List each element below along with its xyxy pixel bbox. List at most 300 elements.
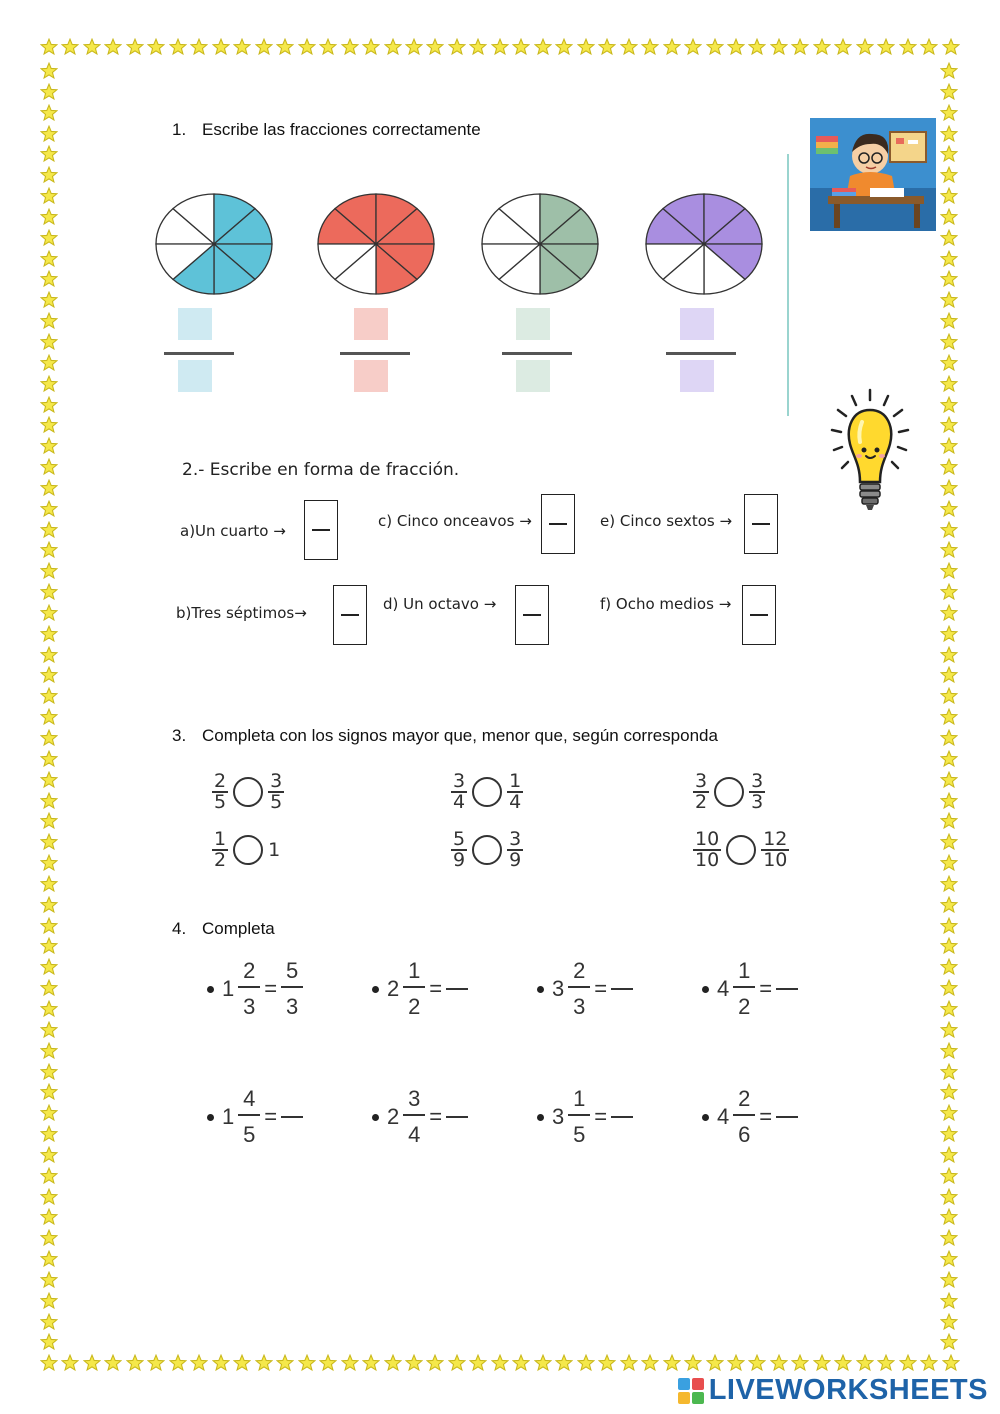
q4-item-8-den: 6: [733, 1114, 755, 1146]
star-icon: [40, 229, 62, 247]
star-icon: [899, 1354, 917, 1376]
star-icon: [940, 437, 962, 455]
star-icon: [212, 38, 230, 60]
star-icon: [598, 1354, 616, 1376]
star-icon: [233, 38, 251, 60]
star-icon: [40, 625, 62, 643]
star-icon: [512, 1354, 530, 1376]
q4-item-2-den: 2: [403, 986, 425, 1018]
q4-item-7: [537, 1088, 633, 1146]
star-icon: [940, 1125, 962, 1143]
q4-item-7-whole: 3: [552, 1104, 565, 1129]
star-icon: [940, 1000, 962, 1018]
pie-1-blue: [156, 194, 272, 294]
star-icon: [940, 604, 962, 622]
star-icon: [448, 1354, 466, 1376]
star-icon: [940, 792, 962, 810]
star-icon: [856, 1354, 874, 1376]
star-icon: [791, 1354, 809, 1376]
star-icon: [940, 500, 962, 518]
star-icon: [384, 1354, 402, 1376]
q3-pair-4-left-den: 2: [214, 849, 227, 871]
star-icon: [40, 917, 62, 935]
pie-1-answer[interactable]: [178, 308, 236, 398]
pie-4-fraction-bar: [666, 352, 736, 355]
star-icon: [940, 937, 962, 955]
star-icon: [362, 1354, 380, 1376]
star-icon: [40, 500, 62, 518]
question-3-title: Completa con los signos mayor que, menor que, según corresponda: [202, 726, 718, 745]
star-icon: [40, 1333, 62, 1351]
star-icon: [577, 1354, 595, 1376]
star-icon: [40, 666, 62, 684]
star-icon: [940, 562, 962, 580]
q4-item-7-den: 5: [568, 1114, 590, 1146]
q4-item-3-num: 2: [573, 958, 586, 983]
star-icon: [940, 104, 962, 122]
question-4-title: Completa: [202, 919, 275, 938]
star-icon: [877, 1354, 895, 1376]
q4-item-6: [372, 1088, 468, 1146]
star-icon: [40, 583, 62, 601]
star-icon: [748, 38, 766, 60]
star-icon: [491, 1354, 509, 1376]
q4-item-1-answer[interactable]: [281, 960, 303, 1018]
star-icon: [40, 1167, 62, 1185]
star-icon: [940, 979, 962, 997]
star-icon: [940, 1042, 962, 1060]
star-icon: [469, 1354, 487, 1376]
q3-pair-5-left-den: 9: [453, 849, 466, 871]
star-icon: [748, 1354, 766, 1376]
star-icon: [940, 833, 962, 851]
bullet-icon: [537, 986, 544, 993]
star-icon: [641, 38, 659, 60]
star-icon: [40, 208, 62, 226]
star-icon: [40, 979, 62, 997]
q3-pair-1-sign-circle[interactable]: [233, 777, 263, 807]
star-icon: [40, 333, 62, 351]
question-2-title: 2.- Escribe en forma de fracción.: [182, 460, 460, 480]
q3-pair-2: [451, 772, 523, 812]
pie-3-fraction-bar: [502, 352, 572, 355]
star-icon: [940, 1208, 962, 1226]
q3-pair-6-left-num: 10: [695, 828, 720, 850]
star-icon: [940, 687, 962, 705]
star-icon: [620, 1354, 638, 1376]
q3-pair-4: [212, 830, 280, 870]
star-icon: [940, 666, 962, 684]
star-icon: [40, 312, 62, 330]
star-icon: [899, 38, 917, 60]
star-icon: [298, 1354, 316, 1376]
star-icon: [920, 38, 938, 60]
q2-item-e-label: e) Cinco sextos →: [600, 512, 733, 530]
q4-item-1-equals: =: [264, 976, 278, 1001]
star-icon: [169, 1354, 187, 1376]
q3-pair-3-sign-circle[interactable]: [714, 777, 744, 807]
q4-item-1: [207, 960, 303, 1018]
q3-pair-6-left-den: 10: [695, 849, 720, 871]
star-icon: [40, 396, 62, 414]
star-icon: [40, 1042, 62, 1060]
question-4-heading: [172, 919, 275, 939]
star-icon: [40, 1313, 62, 1331]
q3-pair-6: [693, 830, 789, 870]
pie-3-denominator-box[interactable]: [516, 360, 550, 392]
star-icon: [940, 187, 962, 205]
pie-2-numerator-box[interactable]: [354, 308, 388, 340]
star-icon: [40, 1271, 62, 1289]
star-icon: [276, 1354, 294, 1376]
star-icon: [319, 1354, 337, 1376]
star-border-top: [40, 38, 960, 60]
star-icon: [40, 83, 62, 101]
q3-pair-1-left: [212, 772, 228, 812]
q4-item-4: [702, 960, 798, 1018]
star-icon: [40, 250, 62, 268]
star-icon: [706, 1354, 724, 1376]
star-icon: [40, 1104, 62, 1122]
star-icon: [40, 1146, 62, 1164]
star-icon: [577, 38, 595, 60]
star-icon: [276, 38, 294, 60]
star-icon: [40, 812, 62, 830]
star-icon: [233, 1354, 251, 1376]
star-icon: [405, 38, 423, 60]
star-icon: [940, 1229, 962, 1247]
q3-pair-1-left-den: 5: [214, 791, 227, 813]
star-icon: [298, 38, 316, 60]
q4-item-8-num: 2: [738, 1086, 751, 1111]
q2-item-d-answer-box[interactable]: [515, 585, 549, 645]
q4-item-7-answer-blank[interactable]: [611, 1116, 633, 1118]
q4-item-5: [207, 1088, 303, 1146]
q4-item-3-answer-blank[interactable]: [611, 988, 633, 990]
pie-1-numerator-box[interactable]: [178, 308, 212, 340]
liveworksheets-logo[interactable]: [678, 1374, 988, 1407]
star-icon: [940, 270, 962, 288]
star-icon: [940, 541, 962, 559]
star-icon: [791, 38, 809, 60]
star-icon: [40, 38, 58, 60]
star-icon: [940, 1313, 962, 1331]
star-icon: [40, 687, 62, 705]
star-icon: [940, 812, 962, 830]
star-icon: [40, 1208, 62, 1226]
star-icon: [61, 1354, 79, 1376]
q4-item-8: [702, 1088, 798, 1146]
star-icon: [40, 1250, 62, 1268]
question-1-number: 1.: [172, 120, 187, 139]
star-icon: [940, 396, 962, 414]
star-icon: [40, 1021, 62, 1039]
star-icon: [40, 604, 62, 622]
q3-pair-2-left-num: 3: [453, 770, 466, 792]
q3-pair-5-sign-circle[interactable]: [472, 835, 502, 865]
star-icon: [341, 38, 359, 60]
star-icon: [83, 38, 101, 60]
star-icon: [940, 83, 962, 101]
q3-pair-2-right-num: 1: [509, 770, 522, 792]
star-icon: [104, 1354, 122, 1376]
q2-item-b-label: b)Tres séptimos→: [176, 604, 307, 622]
q4-item-5-whole: 1: [222, 1104, 235, 1129]
star-icon: [40, 833, 62, 851]
q3-pair-5-left-num: 5: [453, 828, 466, 850]
q4-item-2-answer-blank[interactable]: [446, 988, 468, 990]
pie-fractions-panel: [144, 152, 790, 418]
star-icon: [940, 1104, 962, 1122]
bullet-icon: [702, 986, 709, 993]
q4-item-5-answer-blank[interactable]: [281, 1116, 303, 1118]
q3-pair-5-left: [451, 830, 467, 870]
q3-pair-3: [693, 772, 765, 812]
star-icon: [512, 38, 530, 60]
star-icon: [40, 1229, 62, 1247]
star-icon: [40, 1063, 62, 1081]
star-icon: [40, 875, 62, 893]
star-icon: [147, 38, 165, 60]
bullet-icon: [207, 1114, 214, 1121]
star-icon: [212, 1354, 230, 1376]
star-icon: [40, 958, 62, 976]
star-icon: [940, 250, 962, 268]
star-icon: [940, 583, 962, 601]
star-icon: [770, 38, 788, 60]
q4-item-6-num: 3: [408, 1086, 421, 1111]
q2-item-c-label: c) Cinco onceavos →: [378, 512, 532, 530]
star-icon: [813, 1354, 831, 1376]
q2-item-c: [378, 512, 532, 530]
pie-1-fraction-bar: [164, 352, 234, 355]
bullet-icon: [702, 1114, 709, 1121]
star-icon: [40, 896, 62, 914]
star-icon: [940, 229, 962, 247]
question-3-number: 3.: [172, 726, 187, 745]
star-icon: [684, 38, 702, 60]
star-icon: [40, 270, 62, 288]
star-icon: [40, 541, 62, 559]
star-icon: [40, 437, 62, 455]
q3-pair-3-right: [749, 772, 765, 812]
question-1-title: Escribe las fracciones correctamente: [202, 120, 481, 139]
star-icon: [940, 1250, 962, 1268]
q3-pair-2-sign-circle[interactable]: [472, 777, 502, 807]
q4-item-8-answer-blank[interactable]: [776, 1116, 798, 1118]
star-icon: [362, 38, 380, 60]
star-icon: [940, 625, 962, 643]
star-icon: [555, 38, 573, 60]
pie-3-green: [482, 194, 598, 294]
q2-item-a: [180, 522, 286, 540]
star-icon: [40, 562, 62, 580]
pie-2-red: [318, 194, 434, 294]
liveworksheets-logo-icon: [678, 1378, 706, 1404]
q2-item-d-label: d) Un octavo →: [383, 595, 497, 613]
q2-item-d: [383, 595, 496, 613]
pie-2-denominator-box[interactable]: [354, 360, 388, 392]
star-icon: [684, 1354, 702, 1376]
star-icon: [940, 1188, 962, 1206]
star-icon: [555, 1354, 573, 1376]
q3-pair-2-left-den: 4: [453, 791, 466, 813]
star-icon: [40, 646, 62, 664]
question-4-number: 4.: [172, 919, 187, 938]
q2-item-e-answer-box[interactable]: [744, 494, 778, 554]
star-icon: [940, 854, 962, 872]
star-icon: [40, 708, 62, 726]
pie-3-numerator-box[interactable]: [516, 308, 550, 340]
q3-pair-1-right-num: 3: [270, 770, 283, 792]
star-icon: [940, 479, 962, 497]
q4-item-6-equals: =: [429, 1104, 443, 1129]
q4-item-8-whole: 4: [717, 1104, 730, 1129]
pie-4-numerator-box[interactable]: [680, 308, 714, 340]
star-icon: [40, 771, 62, 789]
q3-pair-3-right-den: 3: [751, 791, 764, 813]
star-icon: [940, 416, 962, 434]
q3-pair-4-right-whole: 1: [268, 839, 281, 861]
q3-pair-6-left: [693, 830, 721, 870]
light-bulb-icon: [828, 388, 912, 528]
star-icon: [40, 104, 62, 122]
q2-item-a-label: a)Un cuarto →: [180, 522, 286, 540]
q4-item-1-answer-num: 5: [285, 958, 299, 983]
star-icon: [426, 1354, 444, 1376]
q4-item-6-whole: 2: [387, 1104, 400, 1129]
star-icon: [940, 208, 962, 226]
star-icon: [940, 771, 962, 789]
q3-pair-4-left: [212, 830, 228, 870]
star-icon: [940, 291, 962, 309]
star-icon: [190, 38, 208, 60]
star-icon: [40, 1188, 62, 1206]
q3-pair-3-left: [693, 772, 709, 812]
star-icon: [405, 1354, 423, 1376]
q3-pair-1-right-den: 5: [270, 791, 283, 813]
star-icon: [834, 38, 852, 60]
star-icon: [727, 1354, 745, 1376]
star-icon: [255, 1354, 273, 1376]
star-icon: [40, 792, 62, 810]
star-icon: [104, 38, 122, 60]
q4-item-7-num: 1: [573, 1086, 586, 1111]
star-icon: [940, 1167, 962, 1185]
q4-item-4-answer-blank[interactable]: [776, 988, 798, 990]
pie-1-denominator-box[interactable]: [178, 360, 212, 392]
pie-2-fraction-bar: [340, 352, 410, 355]
star-icon: [341, 1354, 359, 1376]
q4-item-6-answer-blank[interactable]: [446, 1116, 468, 1118]
star-icon: [663, 1354, 681, 1376]
pie-2-answer[interactable]: [354, 308, 412, 398]
star-icon: [534, 38, 552, 60]
q4-item-1-num: 2: [243, 958, 256, 983]
star-icon: [598, 38, 616, 60]
q3-pair-1: [212, 772, 284, 812]
star-icon: [663, 38, 681, 60]
star-icon: [940, 958, 962, 976]
star-icon: [147, 1354, 165, 1376]
star-icon: [40, 416, 62, 434]
star-icon: [920, 1354, 938, 1376]
bullet-icon: [537, 1114, 544, 1121]
star-icon: [942, 1354, 960, 1376]
pie-3-answer[interactable]: [516, 308, 574, 398]
q3-pair-4-left-num: 1: [214, 828, 227, 850]
star-icon: [40, 375, 62, 393]
q3-pair-6-right: [761, 830, 789, 870]
student-studying-illustration: [810, 118, 936, 231]
star-icon: [940, 1021, 962, 1039]
star-icon: [448, 38, 466, 60]
liveworksheets-logo-text: LIVEWORKSHEETS: [708, 1374, 988, 1406]
q2-item-e: [600, 512, 732, 530]
star-icon: [169, 38, 187, 60]
star-icon: [940, 125, 962, 143]
star-icon: [319, 38, 337, 60]
star-icon: [40, 1354, 58, 1376]
q2-item-f-answer-box[interactable]: [742, 585, 776, 645]
q3-pair-5: [451, 830, 523, 870]
q3-pair-3-left-num: 3: [695, 770, 708, 792]
star-icon: [40, 458, 62, 476]
q4-item-4-equals: =: [759, 976, 773, 1001]
q2-item-b-answer-box[interactable]: [333, 585, 367, 645]
star-icon: [940, 729, 962, 747]
star-icon: [190, 1354, 208, 1376]
q4-item-1-answer-den: 3: [281, 986, 303, 1018]
star-icon: [40, 1083, 62, 1101]
q3-pair-5-right: [507, 830, 523, 870]
q2-item-c-answer-box[interactable]: [541, 494, 575, 554]
star-icon: [40, 1292, 62, 1310]
q4-item-5-equals: =: [264, 1104, 278, 1129]
star-icon: [40, 187, 62, 205]
question-1-heading: [172, 120, 481, 140]
q4-item-1-whole: 1: [222, 976, 235, 1001]
q3-pair-6-right-num: 12: [763, 828, 788, 850]
star-border-bottom: [40, 1354, 960, 1376]
q4-item-2-equals: =: [429, 976, 443, 1001]
star-icon: [40, 354, 62, 372]
q3-pair-4-sign-circle[interactable]: [233, 835, 263, 865]
star-icon: [40, 125, 62, 143]
pie-4-answer[interactable]: [680, 308, 738, 398]
star-icon: [940, 875, 962, 893]
q3-pair-1-right: [268, 772, 284, 812]
q4-item-2: [372, 960, 468, 1018]
star-icon: [40, 145, 62, 163]
q3-pair-6-sign-circle[interactable]: [726, 835, 756, 865]
q3-pair-1-left-num: 2: [214, 770, 227, 792]
star-icon: [940, 1292, 962, 1310]
star-icon: [940, 375, 962, 393]
star-icon: [940, 62, 962, 80]
q3-pair-3-left-den: 2: [695, 791, 708, 813]
q2-item-a-answer-box[interactable]: [304, 500, 338, 560]
bullet-icon: [372, 986, 379, 993]
star-icon: [940, 166, 962, 184]
star-icon: [770, 1354, 788, 1376]
star-icon: [940, 646, 962, 664]
pie-4-denominator-box[interactable]: [680, 360, 714, 392]
star-icon: [940, 458, 962, 476]
q3-pair-2-left: [451, 772, 467, 812]
q3-pair-2-right-den: 4: [509, 791, 522, 813]
star-icon: [942, 38, 960, 60]
